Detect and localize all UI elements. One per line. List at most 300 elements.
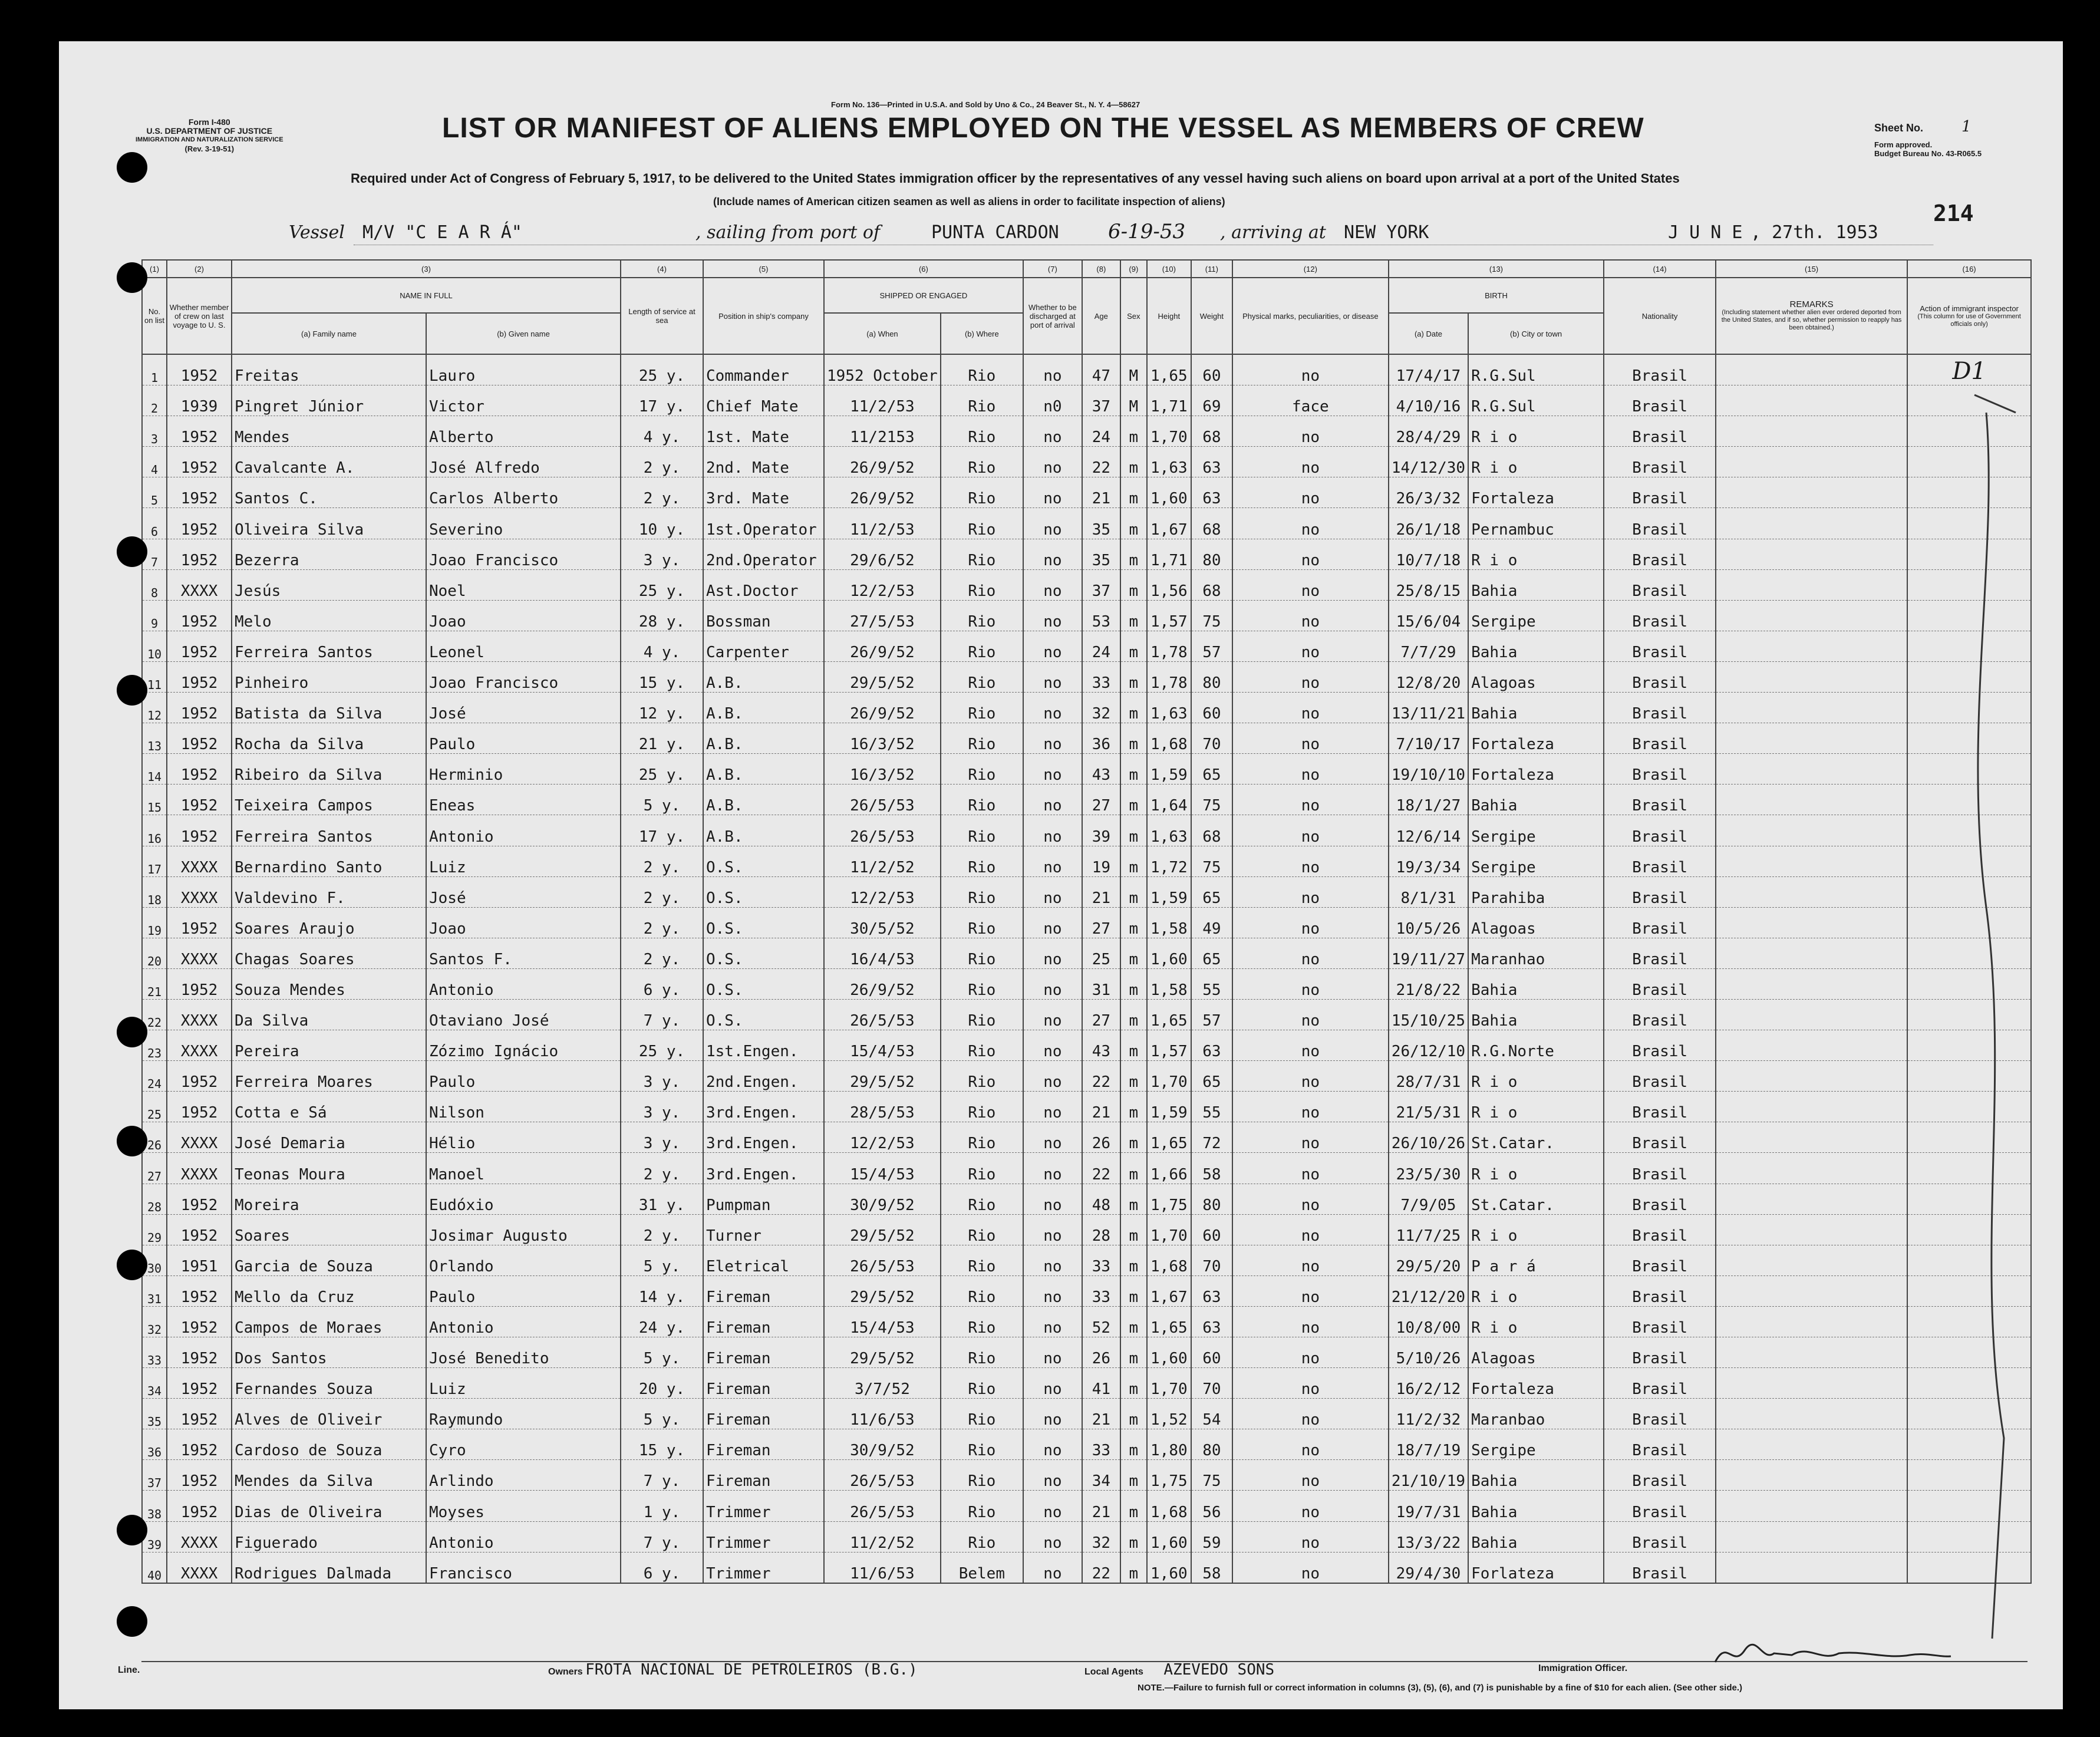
sex-cell: m (1120, 1184, 1147, 1214)
shipped-when-cell: 26/9/52 (824, 631, 941, 661)
crew-row (142, 447, 2031, 477)
sex-cell: m (1120, 1214, 1147, 1245)
nationality-cell: Brasil (1604, 693, 1716, 723)
sex-cell: m (1120, 815, 1147, 846)
sex-cell: m (1120, 938, 1147, 968)
service-length-cell: 24 y. (621, 1306, 703, 1337)
family-name-cell: Campos de Moraes (232, 1306, 426, 1337)
service-length-cell: 17 y. (621, 385, 703, 416)
birth-date-cell: 8/1/31 (1389, 876, 1468, 907)
shipped-where-cell: Rio (941, 1521, 1023, 1552)
given-name-cell: Antonio (426, 1306, 621, 1337)
discharged-cell: no (1023, 1153, 1082, 1184)
row-number-cell: 36 (142, 1429, 167, 1460)
remarks-cell (1716, 1491, 1907, 1521)
crew-manifest-table (141, 259, 2032, 1584)
shipped-when-cell: 26/9/52 (824, 693, 941, 723)
owners-label: Owners (548, 1667, 583, 1677)
birth-city-cell: R i o (1468, 1153, 1604, 1184)
remarks-cell (1716, 631, 1907, 661)
shipped-when-cell: 26/5/53 (824, 1245, 941, 1275)
birth-date-cell: 13/11/21 (1389, 693, 1468, 723)
given-name-cell: Paulo (426, 1061, 621, 1092)
age-cell: 22 (1082, 1552, 1120, 1583)
height-cell: 1,68 (1147, 723, 1191, 754)
position-cell: O.S. (703, 938, 824, 968)
header-birth: BIRTH (1389, 278, 1604, 313)
previous-voyage-cell: 1952 (167, 1491, 232, 1521)
departure-port: PUNTA CARDON (931, 222, 1059, 243)
discharged-cell: no (1023, 1337, 1082, 1368)
header-length-of-service: Length of service at sea (621, 278, 703, 354)
previous-voyage-cell: XXXX (167, 1521, 232, 1552)
weight-cell: 60 (1191, 354, 1232, 385)
previous-voyage-cell: 1952 (167, 354, 232, 385)
required-statement: Required under Act of Congress of February 5, 1917, to be delivered to the United States immigration officer by the representatives of any vessel having such aliens on board upon arrival at a port of the United States (351, 171, 1680, 186)
given-name-cell: Joao (426, 907, 621, 938)
sex-cell: m (1120, 1306, 1147, 1337)
punch-hole (117, 1126, 147, 1156)
nationality-cell: Brasil (1604, 938, 1716, 968)
birth-city-cell: R i o (1468, 1061, 1604, 1092)
row-number-cell: 18 (142, 876, 167, 907)
service-length-cell: 25 y. (621, 754, 703, 785)
nationality-cell: Brasil (1604, 815, 1716, 846)
sex-cell: m (1120, 1399, 1147, 1429)
given-name-cell: Santos F. (426, 938, 621, 968)
weight-cell: 57 (1191, 631, 1232, 661)
weight-cell: 75 (1191, 600, 1232, 631)
weight-cell: 80 (1191, 661, 1232, 692)
crew-row (142, 1460, 2031, 1491)
service-length-cell: 31 y. (621, 1184, 703, 1214)
previous-voyage-cell: 1952 (167, 631, 232, 661)
position-cell: 2nd.Operator (703, 539, 824, 569)
shipped-when-cell: 29/5/52 (824, 1214, 941, 1245)
arrival-month: J U N E (1668, 222, 1743, 243)
discharged-cell: no (1023, 508, 1082, 539)
position-cell: Fireman (703, 1368, 824, 1399)
weight-cell: 75 (1191, 1460, 1232, 1491)
nationality-cell: Brasil (1604, 785, 1716, 815)
previous-voyage-cell: 1952 (167, 907, 232, 938)
remarks-cell (1716, 785, 1907, 815)
punch-hole (117, 1606, 147, 1637)
remarks-cell (1716, 416, 1907, 447)
shipped-when-cell: 26/5/53 (824, 815, 941, 846)
position-cell: Fireman (703, 1337, 824, 1368)
service-length-cell: 17 y. (621, 815, 703, 846)
birth-city-cell: Sergipe (1468, 815, 1604, 846)
row-number-cell: 20 (142, 938, 167, 968)
crew-row (142, 1061, 2031, 1092)
service-length-cell: 14 y. (621, 1275, 703, 1306)
inspector-mark (1951, 377, 2045, 1674)
given-name-cell: Eneas (426, 785, 621, 815)
height-cell: 1,68 (1147, 1491, 1191, 1521)
remarks-cell (1716, 1245, 1907, 1275)
punch-hole (117, 675, 147, 706)
service-length-cell: 3 y. (621, 539, 703, 569)
sex-cell: m (1120, 569, 1147, 600)
shipped-where-cell: Rio (941, 693, 1023, 723)
age-cell: 41 (1082, 1368, 1120, 1399)
weight-cell: 63 (1191, 1306, 1232, 1337)
weight-cell: 75 (1191, 785, 1232, 815)
header-age: Age (1082, 278, 1120, 354)
service-length-cell: 25 y. (621, 1030, 703, 1061)
height-cell: 1,65 (1147, 354, 1191, 385)
given-name-cell: Luiz (426, 846, 621, 876)
shipped-when-cell: 26/5/53 (824, 1491, 941, 1521)
shipped-when-cell: 28/5/53 (824, 1092, 941, 1122)
discharged-cell: no (1023, 815, 1082, 846)
birth-date-cell: 10/8/00 (1389, 1306, 1468, 1337)
position-cell: 2nd.Engen. (703, 1061, 824, 1092)
sex-cell: m (1120, 907, 1147, 938)
remarks-cell (1716, 569, 1907, 600)
age-cell: 19 (1082, 846, 1120, 876)
nationality-cell: Brasil (1604, 999, 1716, 1030)
punch-hole (117, 1017, 147, 1047)
remarks-cell (1716, 1552, 1907, 1583)
weight-cell: 80 (1191, 1429, 1232, 1460)
age-cell: 53 (1082, 600, 1120, 631)
birth-city-cell: Bahia (1468, 569, 1604, 600)
sex-cell: m (1120, 539, 1147, 569)
remarks-cell (1716, 1122, 1907, 1153)
sex-cell: m (1120, 1368, 1147, 1399)
crew-row (142, 416, 2031, 447)
nationality-cell: Brasil (1604, 1153, 1716, 1184)
shipped-where-cell: Rio (941, 999, 1023, 1030)
remarks-cell (1716, 1368, 1907, 1399)
header-action (1907, 278, 2031, 354)
birth-city-cell: Fortaleza (1468, 1368, 1604, 1399)
col-12-number: (12) (1232, 260, 1389, 278)
physical-marks-cell: no (1232, 1275, 1389, 1306)
handwritten-date: 6-19-53 (1108, 220, 1186, 243)
nationality-cell: Brasil (1604, 754, 1716, 785)
position-cell: Eletrical (703, 1245, 824, 1275)
given-name-cell: Moyses (426, 1491, 621, 1521)
previous-voyage-cell: XXXX (167, 876, 232, 907)
physical-marks-cell: no (1232, 1153, 1389, 1184)
age-cell: 33 (1082, 1429, 1120, 1460)
discharged-cell: no (1023, 569, 1082, 600)
birth-date-cell: 5/10/26 (1389, 1337, 1468, 1368)
physical-marks-cell: no (1232, 1061, 1389, 1092)
given-name-cell: Zózimo Ignácio (426, 1030, 621, 1061)
shipped-where-cell: Rio (941, 968, 1023, 999)
shipped-where-cell: Rio (941, 815, 1023, 846)
shipped-when-cell: 11/2/53 (824, 385, 941, 416)
crew-row (142, 693, 2031, 723)
sex-cell: m (1120, 508, 1147, 539)
birth-city-cell: R i o (1468, 1214, 1604, 1245)
remarks-cell (1716, 1184, 1907, 1214)
physical-marks-cell: no (1232, 508, 1389, 539)
given-name-cell: Paulo (426, 723, 621, 754)
remarks-cell (1716, 846, 1907, 876)
position-cell: 1st. Mate (703, 416, 824, 447)
position-cell: Trimmer (703, 1552, 824, 1583)
family-name-cell: Souza Mendes (232, 968, 426, 999)
punch-hole (117, 1250, 147, 1280)
family-name-cell: Bezerra (232, 539, 426, 569)
shipped-when-cell: 12/2/53 (824, 569, 941, 600)
budget-bureau: Budget Bureau No. 43-R065.5 (1874, 149, 1982, 158)
shipped-when-cell: 11/2/52 (824, 846, 941, 876)
position-cell: Chief Mate (703, 385, 824, 416)
punch-hole (117, 536, 147, 567)
nationality-cell: Brasil (1604, 1429, 1716, 1460)
birth-date-cell: 12/6/14 (1389, 815, 1468, 846)
shipped-when-cell: 12/2/53 (824, 876, 941, 907)
birth-date-cell: 10/5/26 (1389, 907, 1468, 938)
sex-cell: m (1120, 1337, 1147, 1368)
age-cell: 21 (1082, 1399, 1120, 1429)
age-cell: 37 (1082, 385, 1120, 416)
nationality-cell: Brasil (1604, 416, 1716, 447)
form-number: Form I-480 (188, 117, 230, 127)
previous-voyage-cell: 1952 (167, 1306, 232, 1337)
crew-rows (142, 354, 2031, 1583)
previous-voyage-cell: XXXX (167, 569, 232, 600)
discharged-cell: no (1023, 999, 1082, 1030)
family-name-cell: Rocha da Silva (232, 723, 426, 754)
shipped-where-cell: Rio (941, 416, 1023, 447)
age-cell: 26 (1082, 1337, 1120, 1368)
sex-cell: m (1120, 1122, 1147, 1153)
service-length-cell: 12 y. (621, 693, 703, 723)
remarks-cell (1716, 1521, 1907, 1552)
form-approved: Form approved. (1874, 140, 1933, 149)
physical-marks-cell: no (1232, 661, 1389, 692)
service-length-cell: 5 y. (621, 1399, 703, 1429)
given-name-cell: Francisco (426, 1552, 621, 1583)
height-cell: 1,78 (1147, 631, 1191, 661)
physical-marks-cell: no (1232, 1491, 1389, 1521)
header-when: (a) When (824, 313, 941, 354)
position-cell: Ast.Doctor (703, 569, 824, 600)
shipped-when-cell: 16/3/52 (824, 723, 941, 754)
shipped-where-cell: Rio (941, 1061, 1023, 1092)
birth-date-cell: 21/5/31 (1389, 1092, 1468, 1122)
family-name-cell: Da Silva (232, 999, 426, 1030)
birth-city-cell: Parahiba (1468, 876, 1604, 907)
height-cell: 1,67 (1147, 1275, 1191, 1306)
shipped-when-cell: 16/3/52 (824, 754, 941, 785)
age-cell: 22 (1082, 1061, 1120, 1092)
birth-date-cell: 29/4/30 (1389, 1552, 1468, 1583)
action-note: (This column for use of Government officials only) (1917, 312, 2021, 328)
birth-city-cell: Bahia (1468, 1491, 1604, 1521)
position-cell: A.B. (703, 661, 824, 692)
nationality-cell: Brasil (1604, 1214, 1716, 1245)
previous-voyage-cell: XXXX (167, 1030, 232, 1061)
previous-voyage-cell: XXXX (167, 938, 232, 968)
crew-row (142, 1368, 2031, 1399)
shipped-where-cell: Rio (941, 477, 1023, 508)
birth-city-cell: Bahia (1468, 785, 1604, 815)
physical-marks-cell: face (1232, 385, 1389, 416)
punch-hole (117, 262, 147, 293)
given-name-cell: Josimar Augusto (426, 1214, 621, 1245)
position-cell: Fireman (703, 1399, 824, 1429)
sex-cell: m (1120, 1030, 1147, 1061)
row-number-cell: 32 (142, 1306, 167, 1337)
birth-city-cell: Forlateza (1468, 1552, 1604, 1583)
height-cell: 1,63 (1147, 815, 1191, 846)
height-cell: 1,52 (1147, 1399, 1191, 1429)
family-name-cell: Soares (232, 1214, 426, 1245)
birth-date-cell: 17/4/17 (1389, 354, 1468, 385)
discharged-cell: no (1023, 354, 1082, 385)
header-sex: Sex (1120, 278, 1147, 354)
age-cell: 25 (1082, 938, 1120, 968)
given-name-cell: Manoel (426, 1153, 621, 1184)
weight-cell: 65 (1191, 754, 1232, 785)
previous-voyage-cell: XXXX (167, 846, 232, 876)
sex-cell: m (1120, 999, 1147, 1030)
service-length-cell: 15 y. (621, 1429, 703, 1460)
previous-voyage-cell: 1952 (167, 661, 232, 692)
remarks-cell (1716, 1429, 1907, 1460)
height-cell: 1,59 (1147, 1092, 1191, 1122)
family-name-cell: Ferreira Santos (232, 815, 426, 846)
header-name-in-full: NAME IN FULL (232, 278, 621, 313)
service-length-cell: 4 y. (621, 416, 703, 447)
remarks-cell (1716, 1061, 1907, 1092)
height-cell: 1,60 (1147, 1521, 1191, 1552)
crew-row (142, 569, 2031, 600)
height-cell: 1,57 (1147, 1030, 1191, 1061)
row-number-cell: 37 (142, 1460, 167, 1491)
birth-date-cell: 28/7/31 (1389, 1061, 1468, 1092)
shipped-where-cell: Rio (941, 1491, 1023, 1521)
service-length-cell: 7 y. (621, 1521, 703, 1552)
birth-city-cell: R i o (1468, 416, 1604, 447)
row-number-cell: 5 (142, 477, 167, 508)
row-number-cell: 25 (142, 1092, 167, 1122)
col-16-number: (16) (1907, 260, 2031, 278)
birth-city-cell: Alagoas (1468, 661, 1604, 692)
family-name-cell: José Demaria (232, 1122, 426, 1153)
weight-cell: 63 (1191, 1275, 1232, 1306)
service-length-cell: 15 y. (621, 661, 703, 692)
shipped-when-cell: 29/5/52 (824, 661, 941, 692)
crew-row (142, 1429, 2031, 1460)
nationality-cell: Brasil (1604, 1122, 1716, 1153)
shipped-where-cell: Rio (941, 876, 1023, 907)
discharged-cell: no (1023, 968, 1082, 999)
shipped-when-cell: 26/9/52 (824, 477, 941, 508)
birth-city-cell: P a r á (1468, 1245, 1604, 1275)
weight-cell: 69 (1191, 385, 1232, 416)
birth-city-cell: Alagoas (1468, 907, 1604, 938)
sex-cell: m (1120, 785, 1147, 815)
nationality-cell: Brasil (1604, 354, 1716, 385)
position-cell: A.B. (703, 815, 824, 846)
weight-cell: 75 (1191, 846, 1232, 876)
previous-voyage-cell: XXXX (167, 999, 232, 1030)
nationality-cell: Brasil (1604, 1399, 1716, 1429)
previous-voyage-cell: 1951 (167, 1245, 232, 1275)
previous-voyage-cell: 1939 (167, 385, 232, 416)
weight-cell: 80 (1191, 1184, 1232, 1214)
physical-marks-cell: no (1232, 1552, 1389, 1583)
shipped-where-cell: Rio (941, 723, 1023, 754)
height-cell: 1,70 (1147, 1368, 1191, 1399)
sex-cell: m (1120, 876, 1147, 907)
col-10-number: (10) (1147, 260, 1191, 278)
shipped-where-cell: Rio (941, 846, 1023, 876)
discharged-cell: no (1023, 723, 1082, 754)
physical-marks-cell: no (1232, 999, 1389, 1030)
given-name-cell: Raymundo (426, 1399, 621, 1429)
shipped-when-cell: 26/9/52 (824, 968, 941, 999)
height-cell: 1,60 (1147, 1337, 1191, 1368)
birth-city-cell: Alagoas (1468, 1337, 1604, 1368)
service-length-cell: 20 y. (621, 1368, 703, 1399)
crew-row (142, 631, 2031, 661)
birth-date-cell: 10/7/18 (1389, 539, 1468, 569)
header-height: Height (1147, 278, 1191, 354)
birth-date-cell: 29/5/20 (1389, 1245, 1468, 1275)
previous-voyage-cell: 1952 (167, 416, 232, 447)
position-cell: Commander (703, 354, 824, 385)
remarks-cell (1716, 1460, 1907, 1491)
vessel-name: M/V "C E A R Á" (362, 222, 522, 243)
given-name-cell: Arlindo (426, 1460, 621, 1491)
discharged-cell: no (1023, 416, 1082, 447)
given-name-cell: Nilson (426, 1092, 621, 1122)
agents-label: Local Agents (1084, 1667, 1143, 1677)
family-name-cell: Bernardino Santo (232, 846, 426, 876)
shipped-when-cell: 30/9/52 (824, 1429, 941, 1460)
birth-city-cell: Pernambuc (1468, 508, 1604, 539)
family-name-cell: Valdevino F. (232, 876, 426, 907)
family-name-cell: Teonas Moura (232, 1153, 426, 1184)
physical-marks-cell: no (1232, 1092, 1389, 1122)
age-cell: 22 (1082, 447, 1120, 477)
height-cell: 1,60 (1147, 1552, 1191, 1583)
sex-cell: m (1120, 447, 1147, 477)
age-cell: 24 (1082, 631, 1120, 661)
remarks-cell (1716, 1214, 1907, 1245)
row-number-cell: 27 (142, 1153, 167, 1184)
row-number-cell: 14 (142, 754, 167, 785)
given-name-cell: José (426, 876, 621, 907)
position-cell: A.B. (703, 693, 824, 723)
row-number-cell: 26 (142, 1122, 167, 1153)
header-birth-date: (a) Date (1389, 313, 1468, 354)
previous-voyage-cell: 1952 (167, 1399, 232, 1429)
position-cell: O.S. (703, 876, 824, 907)
weight-cell: 68 (1191, 569, 1232, 600)
remarks-cell (1716, 1030, 1907, 1061)
owners-block (548, 1661, 918, 1679)
remarks-cell (1716, 815, 1907, 846)
birth-city-cell: Sergipe (1468, 600, 1604, 631)
birth-date-cell: 11/7/25 (1389, 1214, 1468, 1245)
action-title: Action of immigrant inspector (1920, 304, 2019, 313)
col-4-number: (4) (621, 260, 703, 278)
birth-city-cell: Fortaleza (1468, 754, 1604, 785)
service-length-cell: 2 y. (621, 447, 703, 477)
nationality-cell: Brasil (1604, 661, 1716, 692)
